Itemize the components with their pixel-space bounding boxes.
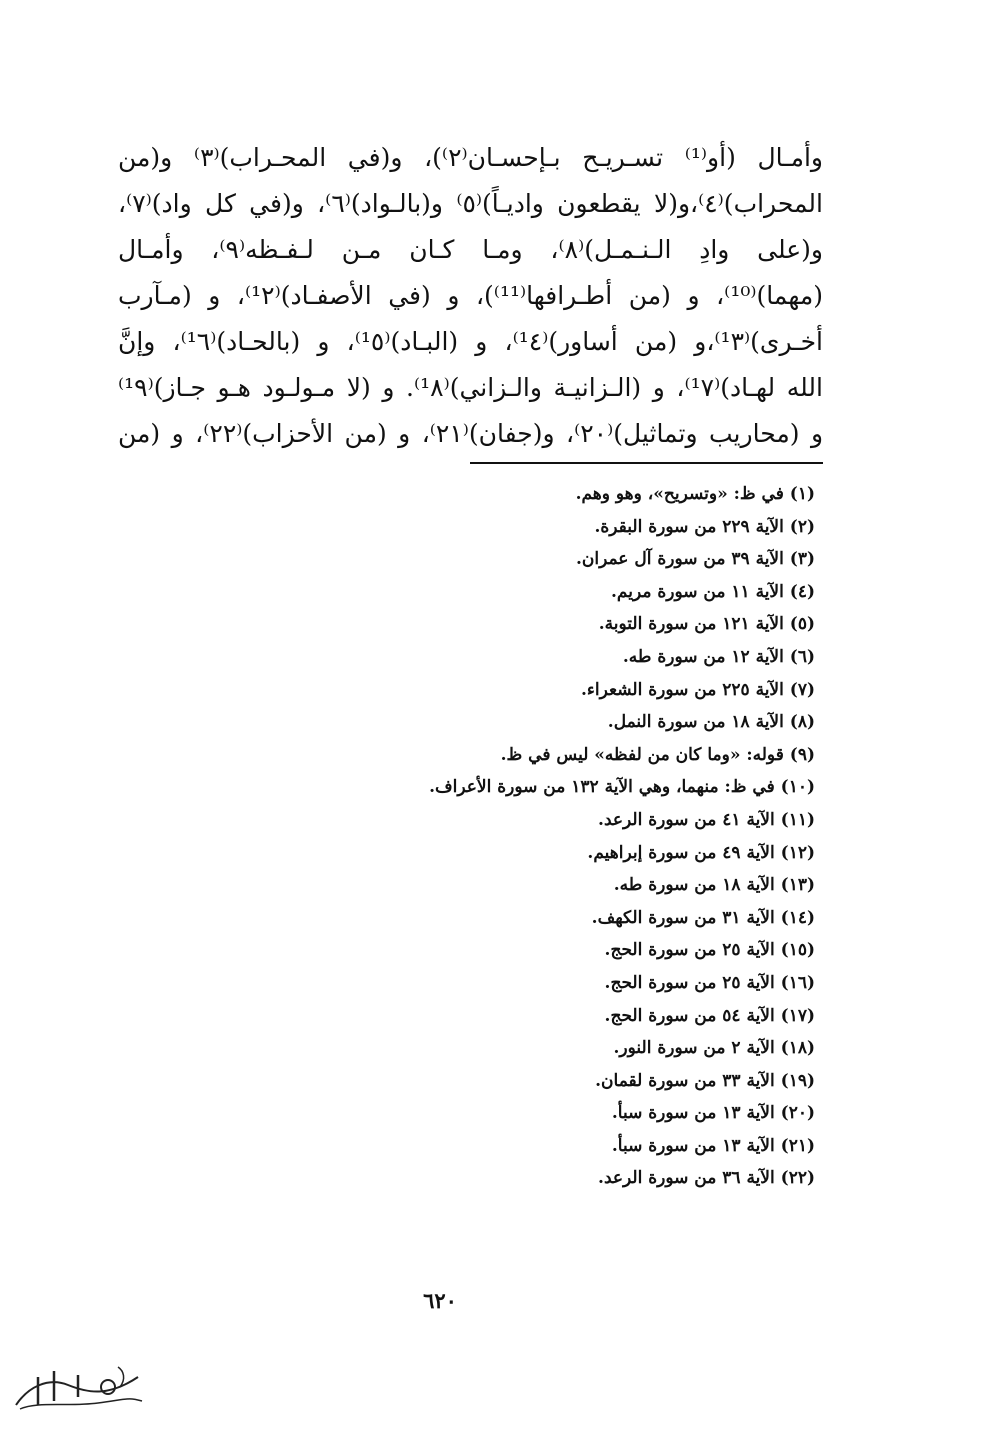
footnote: (١٥) الآية ٢٥ من سورة الحج. — [604, 940, 815, 961]
footnote: (٣) الآية ٣٩ من سورة آل عمران. — [575, 549, 815, 570]
footnotes — [345, 478, 815, 1195]
footnote: (١٦) الآية ٢٥ من سورة الحج. — [604, 972, 815, 993]
footnote: (١٩) الآية ٣٣ من سورة لقمان. — [595, 1070, 815, 1091]
footnote: (١٠) في ظ: منهما، وهي الآية ١٣٢ من سورة الأعراف. — [429, 777, 815, 798]
body-line: أخـرى)⁽¹٣⁾،و (من أساور)⁽¹٤⁾، و (البـاد)⁽¹٥⁾، و (بالحـاد)⁽¹٦⁾، وإنَّ — [118, 327, 823, 356]
footnote: (٩) قوله: «وما كان من لفظه» ليس في ظ. — [500, 744, 815, 765]
footnote: (٢٠) الآية ١٣ من سورة سبأ. — [611, 1103, 815, 1124]
body-line: المحراب)⁽٤⁾،و(لا يقطعون واديـاً)⁽٥⁾ و(بالـواد)⁽٦⁾، و(في كل واد)⁽٧⁾، — [118, 189, 823, 218]
body-line: و(على وادِ الـنـمـل)⁽٨⁾، ومـا كـان مـن لـفـظه⁽٩⁾، وأمـال — [118, 235, 823, 264]
footnote: (٤) الآية ١١ من سورة مريم. — [610, 581, 815, 602]
footnote: (٥) الآية ١٢١ من سورة التوبة. — [598, 614, 815, 635]
footnote: (١١) الآية ٤١ من سورة الرعد. — [598, 809, 815, 830]
footnote: (٢) الآية ٢٢٩ من سورة البقرة. — [594, 516, 815, 537]
footnote: (٢٢) الآية ٣٦ من سورة الرعد. — [598, 1168, 815, 1189]
page-number: ٦٢٠ — [423, 1288, 457, 1313]
body-line: و (محاريب وتماثيل)⁽٢٠⁾، و(جفان)⁽٢١⁾، و (من الأحزاب)⁽٢٢⁾، و (من — [118, 419, 823, 448]
footnote: (٨) الآية ١٨ من سورة النمل. — [607, 712, 815, 733]
footnote: (١٧) الآية ٥٤ من سورة الحج. — [604, 1005, 815, 1026]
footnote: (٢١) الآية ١٣ من سورة سبأ. — [611, 1135, 815, 1156]
footnote-separator — [470, 462, 823, 464]
body-line: وأمـال (أو⁽¹⁾ تسـريـح بـإحسـان⁽٢⁾)، و(في المحـراب)⁽٣⁾ و(من — [118, 143, 823, 172]
footnote: (٦) الآية ١٢ من سورة طه. — [622, 646, 815, 667]
main-text — [118, 135, 823, 457]
footnote: (١٨) الآية ٢ من سورة النور. — [613, 1038, 815, 1059]
footnote: (١٤) الآية ٣١ من سورة الكهف. — [591, 907, 815, 928]
calligraphy-stamp-logo — [8, 1357, 148, 1417]
footnote: (١٢) الآية ٤٩ من سورة إبراهيم. — [587, 842, 815, 863]
body-line: (مهما)⁽¹⁰⁾، و (من أطـرافها⁽¹¹⁾)، و (في الأصفـاد)⁽¹٢⁾، و (مـآرب — [118, 281, 823, 310]
footnote: (٧) الآية ٢٢٥ من سورة الشعراء. — [581, 679, 815, 700]
footnote: (١٣) الآية ١٨ من سورة طه. — [613, 875, 815, 896]
body-line: الله لهـاد)⁽¹٧⁾، و (الـزانيـة والـزاني)⁽¹٨⁾. و (لا مـولـود هـو جـاز)⁽¹٩⁾ — [118, 373, 823, 402]
footnote: (١) في ظ: «وتسريح»، وهو وهم. — [575, 484, 815, 504]
